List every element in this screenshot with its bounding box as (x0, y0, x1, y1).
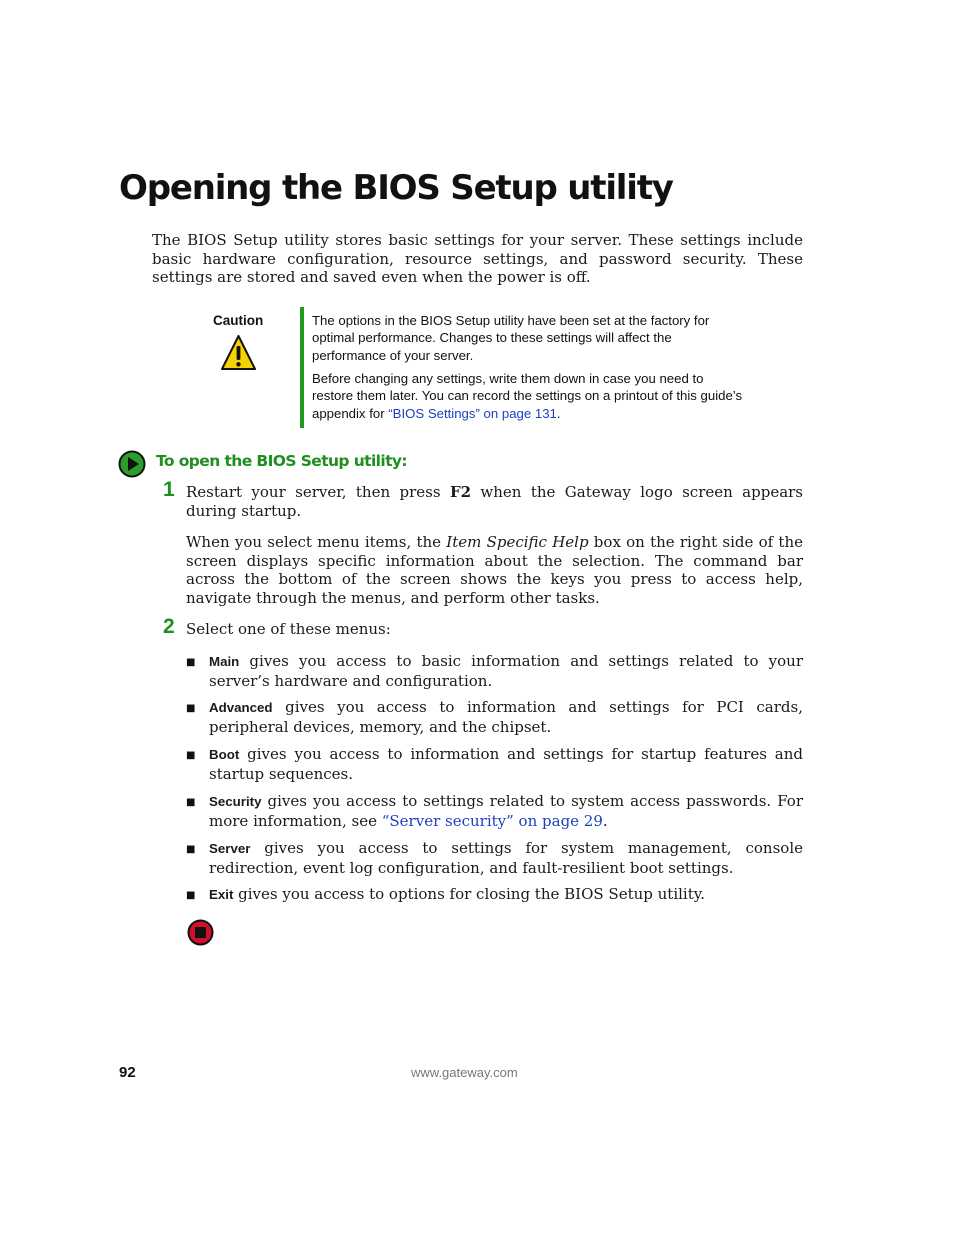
bullet-icon: ■ (186, 703, 196, 714)
step-1-note (186, 533, 803, 608)
menu-desc-advanced: gives you access to information and settings for PCI cards, peripheral devices, memory, and the chipset. (209, 698, 803, 736)
caution-paragraph-2-end: . (556, 405, 561, 421)
bullet-icon: ■ (186, 890, 196, 901)
bullet-icon: ■ (186, 750, 196, 761)
menu-desc-exit: gives you access to options for closing the BIOS Setup utility. (233, 885, 706, 903)
caution-divider (300, 307, 304, 428)
menu-name-boot: Boot (209, 747, 240, 762)
step-number-2: 2 (163, 615, 175, 638)
procedure-heading: To open the BIOS Setup utility: (156, 452, 408, 470)
caution-paragraph-2-text: Before changing any settings, write them down in case you need to restore them later. You can record the settings on a printout of this guide’s appendix for (312, 370, 743, 421)
server-security-link[interactable]: “Server security” on page 29 (381, 811, 603, 830)
play-arrow-icon (118, 450, 146, 478)
stop-icon (187, 919, 214, 946)
menu-item-server (209, 839, 803, 877)
menu-desc-server: gives you access to settings for system management, console redirection, event log configuration, and fault-resilient boot settings. (209, 839, 803, 877)
menu-name-advanced: Advanced (209, 700, 273, 715)
menu-item-security (209, 792, 803, 830)
menu-item-boot (209, 745, 803, 783)
bullet-icon: ■ (186, 844, 196, 855)
page-title: Opening the BIOS Setup utility (119, 168, 673, 208)
step-1-note-start: When you select menu items, the (186, 533, 447, 551)
footer-url: www.gateway.com (411, 1065, 518, 1080)
menu-item-main (209, 652, 803, 690)
menu-desc-security: gives you access to settings related to system access passwords. For more information, see (209, 792, 803, 830)
caution-label: Caution (213, 313, 264, 328)
page-number: 92 (119, 1064, 136, 1081)
warning-triangle-icon (220, 334, 257, 371)
menu-name-main: Main (209, 654, 240, 669)
menu-name-server: Server (209, 841, 251, 856)
menu-name-exit: Exit (209, 887, 234, 902)
caution-text (312, 312, 744, 427)
menu-item-advanced (209, 698, 803, 736)
bullet-icon: ■ (186, 797, 196, 808)
menu-desc-boot: gives you access to information and settings for startup features and startup sequences. (209, 745, 803, 783)
step-1-text (186, 483, 803, 520)
step-2-text: Select one of these menus: (186, 620, 391, 638)
step-number-1: 1 (163, 478, 175, 501)
step-1-text-start: Restart your server, then press (186, 483, 450, 501)
step-1-text-end: when the Gateway logo screen appears during startup. (186, 483, 804, 520)
menu-desc-main: gives you access to basic information and settings related to your server’s hardware and configuration. (209, 652, 803, 690)
menu-desc-security-end: . (602, 811, 608, 830)
step-1-note-end: box on the right side of the screen displays specific information about the selection. The command bar across the bottom of the screen shows the keys you press to access help, navigate through the menus, and perform other tasks. (186, 533, 803, 608)
menu-name-security: Security (209, 794, 262, 809)
caution-paragraph-1: The options in the BIOS Setup utility have been set at the factory for optimal performance. Changes to these settings will affect the performance of your server. (312, 313, 710, 363)
bios-settings-link[interactable]: “BIOS Settings” on page 131 (388, 405, 557, 421)
bullet-icon: ■ (186, 657, 196, 668)
caution-paragraph-2 (312, 370, 744, 422)
intro-paragraph: The BIOS Setup utility stores basic settings for your server. These settings include basic hardware configuration, resource settings, and password security. These settings are stored and saved even when the power is off. (152, 231, 803, 287)
item-specific-help-term: Item Specific Help (446, 533, 589, 551)
menu-item-exit (209, 885, 803, 905)
f2-key: F2 (449, 483, 472, 501)
